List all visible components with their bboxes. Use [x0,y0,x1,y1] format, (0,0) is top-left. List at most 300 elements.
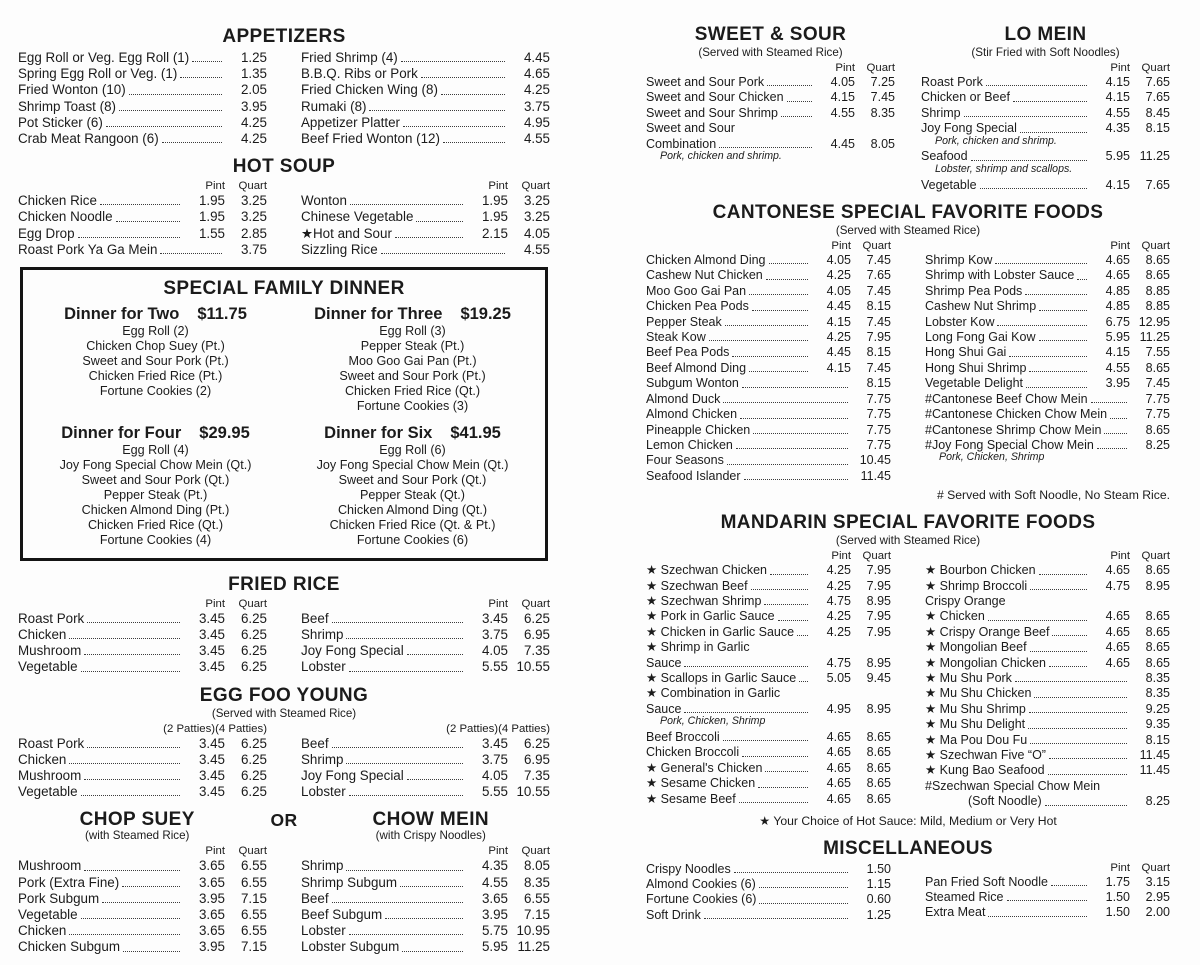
menu-item [301,891,550,907]
dinner-price: $19.25 [460,305,511,324]
columns [921,62,1170,193]
dot-leader [1026,387,1087,388]
dot-leader [723,740,808,741]
item-price-quart: 8.65 [866,729,891,744]
price-header: (2 Patties)(4 Patties) [446,722,550,735]
menu-column [18,598,267,676]
left-page [18,26,550,965]
menu-item [646,745,891,760]
item-name: Mushroom [18,768,82,784]
item-price: 1.25 [240,50,267,65]
dot-leader [766,279,808,280]
dinner-item: Chicken Almond Ding (Qt.) [337,503,488,518]
dot-leader [1009,356,1087,357]
item-name: ★ Crispy Orange Beef [925,624,1050,639]
menu-item [301,66,550,82]
dot-leader [980,188,1087,189]
dot-leader [1091,402,1127,403]
item-price-pint: 4.15 [1105,90,1130,105]
dinner-title-row [292,304,533,324]
menu-item-row [646,392,891,407]
menu-item [18,99,267,115]
menu-item [925,299,1170,314]
menu-item [921,75,1170,90]
dot-leader [106,126,222,127]
menu-item-row [646,407,891,422]
menu-item-row [925,671,1170,686]
dot-leader [1020,132,1087,133]
item-price-quart: 8.05 [870,136,895,151]
menu-item [646,438,891,453]
item-name: Shrimp [921,105,961,120]
dot-leader [350,204,463,205]
item-price: 1.35 [240,66,267,82]
menu-item-row [301,66,550,82]
item-price-quart: 6.55 [523,890,550,906]
dot-leader [744,479,848,480]
section-subtitle: (Stir Fried with Soft Noodles) [971,46,1120,59]
item-price-pint: 3.45 [198,610,225,626]
dinner-item: Fortune Cookies (3) [356,398,469,413]
item-price-quart: 8.15 [866,376,891,391]
item-name: Combination [646,136,717,151]
dot-leader [971,160,1087,161]
price-header [925,862,1170,875]
section-appetizers [18,26,550,147]
item-price-quart: 7.45 [870,90,895,105]
menu-item [925,253,1170,268]
dinner-item: Fortune Cookies (4) [99,532,212,547]
section-title: HOT SOUP [232,156,336,178]
item-price-pint: 3.95 [1105,376,1130,391]
menu-item [646,892,891,907]
menu-item [925,594,1170,625]
item-price-pint: 4.25 [826,330,851,345]
menu-item-row [646,75,895,90]
menu-item [925,330,1170,345]
item-price-pint: 4.15 [1105,345,1130,360]
menu-item [925,779,1170,810]
item-price-quart: 6.25 [240,735,267,751]
dinner-price: $11.75 [197,305,247,324]
menu-item-row [925,268,1170,283]
item-name: Almond Chicken [646,407,738,422]
item-name: Fried Wonton (10) [18,82,126,98]
item-name: ★ Szechwan Beef [646,578,748,593]
menu-item [925,748,1170,763]
menu-item-row [646,730,891,745]
menu-item-row [646,609,891,624]
menu-item-row [925,330,1170,345]
menu-item [301,193,550,209]
menu-item-row [925,794,1170,809]
dot-leader [719,147,812,148]
dot-leader [1030,589,1087,590]
dot-leader [403,126,505,127]
item-price-quart: 9.25 [1145,701,1170,716]
menu-item-row [301,611,550,627]
dot-leader [407,779,463,780]
item-price-quart: 6.55 [240,858,267,874]
menu-item [925,438,1170,464]
price-header-cell: Pint [835,62,855,74]
item-name: Chicken [18,751,67,767]
menu-item-row [646,656,891,671]
item-price-quart: 8.45 [1145,105,1170,120]
section-lo-mein [921,24,1170,193]
dot-leader [749,294,808,295]
dinner-four [35,423,276,547]
item-price-pint: 2.15 [481,225,508,241]
dot-leader [69,934,180,935]
price-header-cell: Pint [488,180,508,193]
dot-leader [346,763,463,764]
item-name: Chicken Almond Ding [646,253,766,268]
menu-item [18,115,267,131]
section-title: SWEET & SOUR [694,24,847,45]
item-price-pint: 4.65 [1105,609,1130,624]
dinner-item: Sweet and Sour Pork (Pt.) [339,368,486,383]
item-name: Fortune Cookies (6) [646,892,757,907]
price-header [925,550,1170,563]
item-name: B.B.Q. Ribs or Pork [301,66,418,82]
dot-leader [441,94,505,95]
menu-item-row [646,453,891,468]
price-header: (2 Patties)(4 Patties) [163,722,267,735]
menu-item [301,226,550,242]
dot-leader [421,77,505,78]
columns [18,180,550,258]
menu-column [925,240,1170,484]
item-price-pint: 4.85 [1105,283,1130,298]
item-price-pint: 5.75 [481,923,508,939]
item-price-pint: 4.15 [826,314,851,329]
dinner-six [292,423,533,547]
dot-leader [1025,294,1087,295]
price-header [301,845,550,858]
item-name: Vegetable Delight [925,376,1023,391]
item-name: Vegetable [18,784,78,800]
dinner-three [292,304,533,413]
dot-leader [752,310,808,311]
menu-item-row [18,99,267,115]
dot-leader [87,747,180,748]
item-price-pint: 4.45 [830,136,855,151]
section-subtitle: (Served with Steamed Rice) [835,224,981,238]
item-name: ★ Combination in Garlic [646,686,781,701]
menu-item-row [18,939,267,955]
dot-leader [1028,728,1127,729]
item-price-pint: 4.65 [1105,655,1130,670]
menu-item-row [925,625,1170,640]
price-header [18,845,267,858]
menu-item-row [301,907,550,923]
item-price: 4.95 [523,114,550,130]
item-price-pint: 3.45 [198,784,225,800]
price-header [18,598,267,611]
item-name: Chicken Rice [18,193,97,209]
menu-item-row [301,131,550,147]
menu-item-row [646,315,891,330]
dot-leader [749,371,808,372]
columns [18,50,550,147]
title-part [18,809,256,843]
menu-item [646,75,895,90]
item-name: Soft Drink [646,907,701,922]
menu-item-row [301,242,550,258]
menu-item-row [18,50,267,66]
item-price-quart: 8.65 [866,745,891,760]
menu-item [646,469,891,484]
section-title: CHOP SUEY [79,809,195,831]
menu-item-row [925,423,1170,438]
item-price-pint: 4.75 [1105,578,1130,593]
menu-item-row [925,345,1170,360]
menu-item [646,908,891,923]
item-price-pint: 4.95 [826,701,851,716]
item-price-quart: 8.35 [1145,670,1170,685]
section-hot-soup [18,156,550,258]
item-price-pint: 4.45 [826,345,851,360]
menu-item-row [646,284,891,299]
menu-item [925,268,1170,283]
price-header-cell: Quart [1141,550,1170,563]
item-name: ★ Shrimp in Garlic [646,640,750,655]
item-name: Shrimp Toast (8) [18,98,116,114]
columns [646,62,895,165]
dot-leader [1045,805,1127,806]
item-price-quart: 6.25 [523,735,550,751]
item-name: Roast Pork [18,735,85,751]
item-price-pint: 3.45 [198,768,225,784]
right-page [646,24,1170,932]
item-price-pint: 4.65 [1105,253,1130,268]
item-price-quart: 3.25 [240,209,267,225]
item-price-pint: 5.05 [826,670,851,685]
item-name: Fried Shrimp (4) [301,50,398,65]
dot-leader [709,340,808,341]
section-subtitle: (with Crispy Noodles) [375,829,486,843]
dot-leader [988,916,1087,917]
item-price-quart: 8.65 [1145,655,1170,670]
menu-item [18,907,267,923]
dot-leader [1051,885,1087,886]
menu-item [646,594,891,609]
menu-column [301,723,550,801]
menu-column [18,50,267,147]
menu-item-row [925,594,1170,609]
price-header-cell: Quart [866,62,895,74]
menu-item [925,315,1170,330]
dinner-item: Chicken Fried Rice (Qt.) [87,518,224,532]
item-price-quart: 7.75 [866,391,891,406]
item-price: 3.95 [240,98,267,114]
menu-item [301,611,550,627]
item-name: Almond Cookies (6) [646,877,756,892]
price-header-cell: Pint [1110,550,1130,563]
menu-item-row [921,178,1170,193]
menu-item-row [18,131,267,147]
menu-item [646,315,891,330]
dinner-title: Dinner for Three [314,305,443,324]
item-price-pint: 5.95 [1105,149,1130,164]
dot-leader [1007,900,1087,901]
item-price-pint: 4.65 [1105,268,1130,283]
item-price: 4.45 [523,50,550,65]
item-name: ★ Mu Shu Chicken [925,686,1032,701]
item-price-pint: 4.65 [826,729,851,744]
section-title-row [18,809,550,843]
menu-item-row [301,736,550,752]
dot-leader [100,204,180,205]
item-price: 4.25 [240,114,267,130]
menu-item [925,686,1170,701]
dinner-item: Sweet and Sour Pork (Qt.) [338,473,487,488]
item-price-pint: 3.65 [198,874,225,890]
dot-leader [1052,635,1087,636]
menu-item [925,875,1170,890]
item-note: Pork, Chicken, Shrimp [660,715,766,728]
item-price-quart: 3.25 [240,193,267,209]
menu-item-row [18,226,267,242]
item-name: ★ Sesame Chicken [646,776,756,791]
section-footnote: # Served with Soft Noodle, No Steam Rice. [936,488,1170,503]
item-price: 4.25 [240,131,267,147]
item-price-pint: 3.65 [481,890,508,906]
menu-item [646,609,891,624]
dot-leader [764,604,808,605]
item-price-pint: 4.65 [1105,624,1130,639]
dot-leader [684,712,808,713]
dot-leader [704,918,848,919]
dot-leader [734,872,848,873]
menu-item [646,376,891,391]
dinner-item: Fortune Cookies (2) [99,383,212,398]
dot-leader [1097,448,1127,449]
dot-leader [160,253,222,254]
section-subtitle: (with Steamed Rice) [85,829,190,843]
dinner-title: Dinner for Four [61,424,182,443]
menu-item-row [646,579,891,594]
item-name: Vegetable [921,177,977,192]
dinner-grid [35,304,533,548]
menu-column [18,845,267,955]
menu-item-row [301,752,550,768]
menu-item-row [646,299,891,314]
menu-item-row [18,752,267,768]
dinner-item: Chicken Fried Rice (Pt.) [88,368,223,383]
dot-leader [349,795,463,796]
item-name: Beef Subgum [301,907,383,923]
item-price-quart: 8.85 [1145,283,1170,298]
item-name: Roast Pork [18,610,85,626]
item-price-quart: 7.75 [1145,407,1170,422]
item-name: ★ Szechwan Chicken [646,563,767,578]
menu-item [925,890,1170,905]
menu-item [646,730,891,745]
item-name: Sizzling Rice [301,241,378,257]
dot-leader [69,638,180,639]
menu-item-row [925,686,1170,701]
dot-leader [78,237,180,238]
item-note: Lobster, shrimp and scallops. [935,162,1073,175]
item-name: ★ Pork in Garlic Sauce [646,609,775,624]
dot-leader [787,101,812,102]
menu-item-row [301,768,550,784]
item-name: Chicken Pea Pods [646,299,749,314]
menu-item [646,423,891,438]
item-price-quart: 6.25 [240,751,267,767]
menu-item-row [646,686,891,701]
item-price-pint: 4.05 [481,643,508,659]
item-name: #Joy Fong Special Chow Mein [925,437,1094,452]
dinner-title: Dinner for Two [64,305,180,324]
menu-item [18,627,267,643]
item-price: 4.25 [523,82,550,98]
dot-leader [102,902,180,903]
item-price-quart: 7.35 [523,643,550,659]
item-price-pint: 3.75 [481,751,508,767]
item-name: Roast Pork Ya Ga Mein [18,241,158,257]
item-name: Beef Fried Wonton (12) [301,131,440,147]
price-header-cell: Quart [238,597,267,610]
item-name: Crispy Noodles [646,861,731,876]
dot-leader [742,756,808,757]
menu-item [301,209,550,225]
menu-item-row [646,330,891,345]
section-title: APPETIZERS [222,26,346,47]
menu-item [18,768,267,784]
dot-leader [751,589,808,590]
dot-leader [742,387,848,388]
item-price-pint: 3.75 [481,627,508,643]
dot-leader [759,903,848,904]
item-price-quart: 7.45 [1145,376,1170,391]
menu-item-row [18,875,267,891]
item-price-pint: 4.25 [826,268,851,283]
item-price-quart: 7.75 [866,437,891,452]
item-price-quart: 10.55 [516,659,550,675]
menu-item [646,392,891,407]
item-price: 0.60 [866,892,891,907]
menu-item-row [921,75,1170,90]
menu-item [301,939,550,955]
menu-item-row [646,438,891,453]
item-price: 1.25 [866,907,891,922]
dot-leader [753,433,848,434]
menu-item [925,407,1170,422]
menu-item-row [646,253,891,268]
item-name: Seafood [921,149,968,164]
item-price-pint: 4.35 [481,858,508,874]
menu-item-row [301,939,550,955]
item-name: Pan Fried Soft Noodle [925,874,1048,889]
item-name: Shrimp Pea Pods [925,283,1023,298]
menu-item-row [301,115,550,131]
dot-leader [1029,371,1087,372]
menu-item [18,939,267,955]
item-price-pint: 4.65 [1105,563,1130,578]
menu-item-row [925,748,1170,763]
item-price-pint: 1.50 [1105,905,1130,920]
menu-item-row [925,407,1170,422]
dot-leader [1110,418,1127,419]
dot-leader [740,418,848,419]
dinner-item: Joy Fong Special Chow Mein (Qt.) [316,458,509,473]
item-name: ★ Sesame Beef [646,791,736,806]
menu-item [301,627,550,643]
item-price-quart: 7.45 [866,314,891,329]
